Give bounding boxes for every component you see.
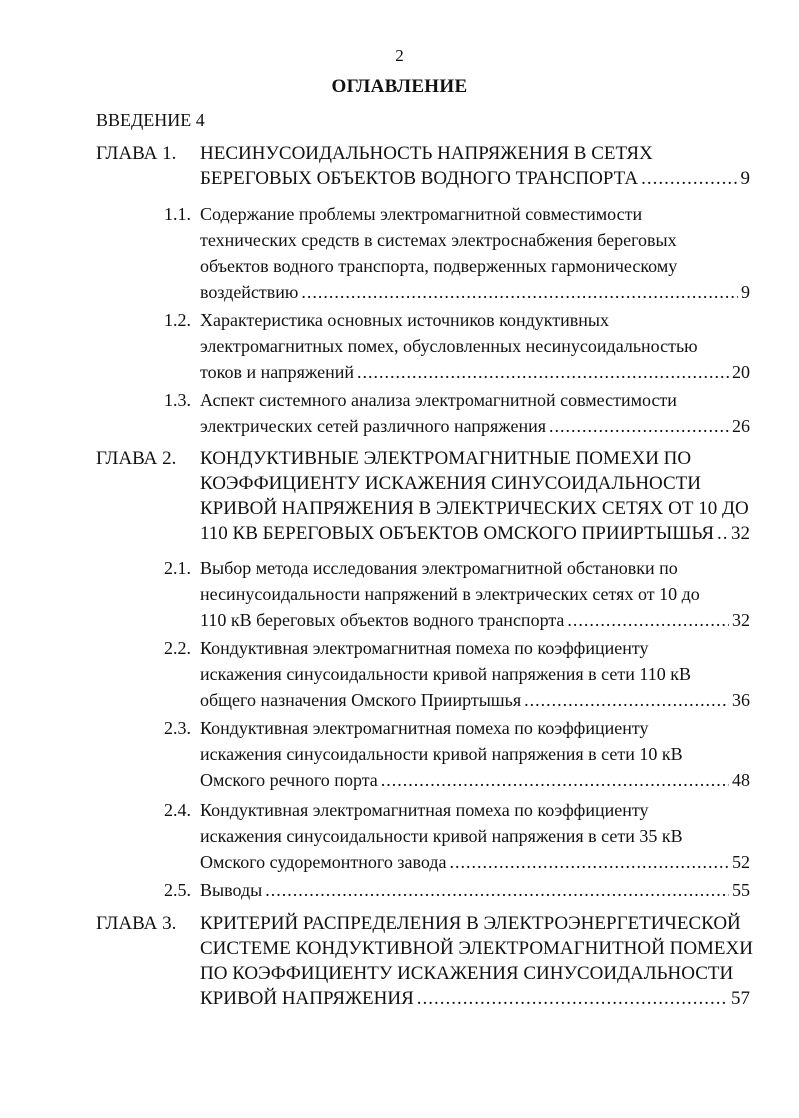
dot-leader <box>449 850 729 874</box>
section-2-1-entry[interactable] <box>200 608 750 632</box>
section-2-4-line: Омского судоремонтного завода <box>200 852 447 872</box>
dot-leader <box>357 360 729 384</box>
dot-leader <box>417 987 728 1011</box>
section-2-5-number: 2.5. <box>164 880 191 900</box>
chapter-3-title-line[interactable]: ПО КОЭФФИЦИЕНТУ ИСКАЖЕНИЯ СИНУСОИДАЛЬНОСТИ <box>200 963 734 984</box>
section-2-3-number: 2.3. <box>164 718 191 738</box>
section-1-1-line[interactable]: объектов водного транспорта, подверженных гармоническому <box>200 256 678 276</box>
dot-leader <box>641 167 737 191</box>
section-2-2-line[interactable]: искажения синусоидальности кривой напряжения в сети 110 кВ <box>200 664 691 684</box>
section-1-3-page: 26 <box>732 416 750 436</box>
section-2-1-line: 110 кВ береговых объектов водного транспорта <box>200 610 565 630</box>
chapter-1-title-line: БЕРЕГОВЫХ ОБЪЕКТОВ ВОДНОГО ТРАНСПОРТА <box>200 168 639 189</box>
section-2-3-line: Омского речного порта <box>200 770 378 790</box>
section-1-1-line[interactable]: технических средств в системах электроснабжения береговых <box>200 230 677 250</box>
section-1-1-entry[interactable] <box>200 280 750 304</box>
section-2-2-line[interactable]: Кондуктивная электромагнитная помеха по коэффициенту <box>200 638 649 658</box>
intro-label: ВВЕДЕНИЕ <box>96 110 192 130</box>
dot-leader <box>265 878 729 902</box>
chapter-1-title-line[interactable]: НЕСИНУСОИДАЛЬНОСТЬ НАПРЯЖЕНИЯ В СЕТЯХ <box>200 143 653 164</box>
chapter-3-entry[interactable] <box>200 987 750 1011</box>
section-2-2-line: общего назначения Омского Прииртышья <box>200 690 522 710</box>
section-2-3-entry[interactable] <box>200 768 750 792</box>
dot-leader <box>717 522 728 546</box>
section-1-3-entry[interactable] <box>200 414 750 438</box>
section-2-2-entry[interactable] <box>200 688 750 712</box>
section-1-1-page: 9 <box>741 282 750 302</box>
dot-leader <box>301 280 738 304</box>
intro-page: 4 <box>195 110 205 130</box>
chapter-1-entry[interactable] <box>200 167 750 191</box>
chapter-1-page: 9 <box>740 168 750 189</box>
section-1-2-line[interactable]: Характеристика основных источников кондуктивных <box>200 310 610 330</box>
toc-title: ОГЛАВЛЕНИЕ <box>331 76 468 97</box>
chapter-3-page: 57 <box>731 988 750 1009</box>
chapter-2-title-line: 110 КВ БЕРЕГОВЫХ ОБЪЕКТОВ ОМСКОГО ПРИИРТЫШЬЯ <box>200 523 715 544</box>
chapter-3-title-line[interactable]: СИСТЕМЕ КОНДУКТИВНОЙ ЭЛЕКТРОМАГНИТНОЙ ПОМЕХИ <box>200 938 753 959</box>
dot-leader <box>381 768 729 792</box>
section-2-3-line[interactable]: Кондуктивная электромагнитная помеха по коэффициенту <box>200 718 649 738</box>
page-number: 2 <box>395 46 404 65</box>
chapter-3-label: ГЛАВА 3. <box>96 913 177 934</box>
chapter-2-title-line[interactable]: КРИВОЙ НАПРЯЖЕНИЯ В ЭЛЕКТРИЧЕСКИХ СЕТЯХ ОТ 10 ДО <box>200 498 749 519</box>
section-2-1-line[interactable]: несинусоидальности напряжений в электрических сетях от 10 до <box>200 584 700 604</box>
chapter-3-title-line: КРИВОЙ НАПРЯЖЕНИЯ <box>200 988 414 1009</box>
section-1-1-line: воздействию <box>200 282 299 302</box>
section-2-3-line[interactable]: искажения синусоидальности кривой напряжения в сети 10 кВ <box>200 744 683 764</box>
section-2-3-page: 48 <box>732 770 750 790</box>
section-1-3-line[interactable]: Аспект системного анализа электромагнитной совместимости <box>200 390 677 410</box>
section-2-4-line[interactable]: искажения синусоидальности кривой напряжения в сети 35 кВ <box>200 826 683 846</box>
section-1-3-line: электрических сетей различного напряжения <box>200 416 547 436</box>
dot-leader <box>567 608 729 632</box>
chapter-1-label: ГЛАВА 1. <box>96 143 177 164</box>
section-2-5-entry[interactable] <box>200 878 750 902</box>
section-1-3-number: 1.3. <box>164 390 191 410</box>
section-2-4-page: 52 <box>732 852 750 872</box>
section-1-2-number: 1.2. <box>164 310 191 330</box>
section-2-1-number: 2.1. <box>164 558 191 578</box>
section-2-1-line[interactable]: Выбор метода исследования электромагнитной обстановки по <box>200 558 678 578</box>
section-1-2-page: 20 <box>732 362 750 382</box>
chapter-2-label: ГЛАВА 2. <box>96 448 177 469</box>
section-2-2-number: 2.2. <box>164 638 191 658</box>
section-1-2-entry[interactable] <box>200 360 750 384</box>
section-2-1-page: 32 <box>732 610 750 630</box>
section-1-2-line[interactable]: электромагнитных помех, обусловленных несинусоидальностью <box>200 336 698 356</box>
chapter-2-page: 32 <box>731 523 750 544</box>
section-2-2-page: 36 <box>732 690 750 710</box>
section-1-1-line[interactable]: Содержание проблемы электромагнитной совместимости <box>200 204 643 224</box>
chapter-2-entry[interactable] <box>200 522 750 546</box>
chapter-2-title-line[interactable]: КОНДУКТИВНЫЕ ЭЛЕКТРОМАГНИТНЫЕ ПОМЕХИ ПО <box>200 448 692 469</box>
chapter-2-title-line[interactable]: КОЭФФИЦИЕНТУ ИСКАЖЕНИЯ СИНУСОИДАЛЬНОСТИ <box>200 473 701 494</box>
section-2-5-page: 55 <box>732 880 750 900</box>
section-2-4-line[interactable]: Кондуктивная электромагнитная помеха по коэффициенту <box>200 800 649 820</box>
section-1-1-number: 1.1. <box>164 204 191 224</box>
toc-entry-intro[interactable] <box>96 108 205 132</box>
section-2-4-number: 2.4. <box>164 800 191 820</box>
section-2-5-line: Выводы <box>200 880 263 900</box>
dot-leader <box>549 414 729 438</box>
chapter-3-title-line[interactable]: КРИТЕРИЙ РАСПРЕДЕЛЕНИЯ В ЭЛЕКТРОЭНЕРГЕТИЧЕСКОЙ <box>200 913 741 934</box>
section-1-2-line: токов и напряжений <box>200 362 354 382</box>
section-2-4-entry[interactable] <box>200 850 750 874</box>
dot-leader <box>524 688 729 712</box>
